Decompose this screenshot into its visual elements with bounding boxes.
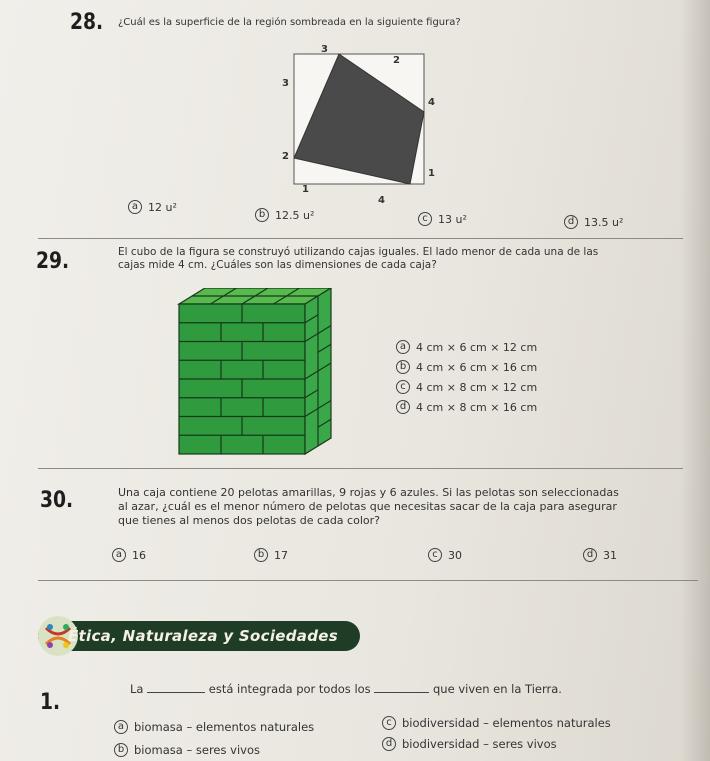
option-b-bubble: b [255, 208, 269, 222]
option-d-bubble: d [396, 400, 410, 414]
q28-option-d[interactable] [564, 215, 623, 229]
question-29-line2: cajas mide 4 cm. ¿Cuáles son las dimensiones de cada caja? [118, 259, 437, 271]
question-28-number: 28. [70, 10, 104, 35]
q1-option-c-text: biodiversidad – elementos naturales [402, 716, 611, 730]
q1-option-c[interactable] [382, 716, 611, 730]
q28-option-a[interactable] [128, 200, 177, 214]
section-title: Ética, Naturaleza y Sociedades [68, 627, 338, 645]
option-a-bubble: a [128, 200, 142, 214]
cube-figure [175, 288, 355, 460]
question-30-line3: que tienes al menos dos pelotas de cada color? [118, 514, 380, 527]
question-29-line1: El cubo de la figura se construyó utilizando cajas iguales. El lado menor de cada una de las [118, 246, 599, 258]
question-1-part1: La [130, 682, 144, 696]
q29-option-c-text: 4 cm × 8 cm × 12 cm [416, 380, 538, 394]
q30-option-b[interactable] [254, 548, 288, 562]
option-b-bubble: b [254, 548, 268, 562]
option-d-bubble: d [564, 215, 578, 229]
q29-option-c[interactable] [396, 380, 537, 394]
q1-option-d[interactable] [382, 737, 557, 751]
option-b-bubble: b [114, 743, 128, 757]
q29-option-b[interactable] [396, 360, 537, 374]
question-30-line2: al azar, ¿cuál es el menor número de pelotas que necesitas sacar de la caja para asegurar [118, 500, 617, 513]
divider-29-30 [38, 468, 683, 469]
figure-label-bottom-right: 4 [378, 195, 385, 206]
q1-option-d-text: biodiversidad – seres vivos [402, 737, 557, 751]
option-c-bubble: c [428, 548, 442, 562]
q29-option-a[interactable] [396, 340, 537, 354]
q30-option-c[interactable] [428, 548, 462, 562]
q29-option-d[interactable] [396, 400, 537, 414]
figure-label-left-top: 3 [282, 78, 289, 89]
q28-option-c[interactable] [418, 212, 467, 226]
question-28-text: ¿Cuál es la superficie de la región sombreada en la siguiente figura? [118, 17, 461, 28]
divider-28-29 [38, 238, 683, 239]
option-c-bubble: c [382, 716, 396, 730]
answer-blank-2[interactable] [374, 682, 429, 693]
q1-option-a-text: biomasa – elementos naturales [134, 720, 315, 734]
page-shadow [680, 0, 710, 761]
question-1-text [130, 682, 690, 697]
option-a-bubble: a [114, 720, 128, 734]
option-c-bubble: c [396, 380, 410, 394]
figure-label-right-top: 4 [428, 97, 435, 108]
q29-option-d-text: 4 cm × 8 cm × 16 cm [416, 400, 538, 414]
q30-option-d[interactable] [583, 548, 617, 562]
q29-option-a-text: 4 cm × 6 cm × 12 cm [416, 340, 538, 354]
figure-label-top-right: 2 [393, 55, 400, 66]
q29-option-b-text: 4 cm × 6 cm × 16 cm [416, 360, 538, 374]
q30-option-b-text: 17 [274, 548, 288, 562]
q30-option-d-text: 31 [603, 548, 617, 562]
q1-option-b-text: biomasa – seres vivos [134, 743, 260, 757]
figure-label-bottom-left: 1 [302, 184, 309, 195]
question-1-part3: que viven en la Tierra. [433, 682, 562, 696]
q1-option-a[interactable] [114, 720, 314, 734]
question-30-line1: Una caja contiene 20 pelotas amarillas, 9 rojas y 6 azules. Si las pelotas son seleccionadas [118, 486, 619, 499]
q28-option-a-text: 12 u² [148, 200, 177, 214]
option-a-bubble: a [396, 340, 410, 354]
q28-option-c-text: 13 u² [438, 212, 467, 226]
q28-option-b[interactable] [255, 208, 314, 222]
q28-option-d-text: 13.5 u² [584, 215, 624, 229]
q28-option-b-text: 12.5 u² [275, 208, 315, 222]
q30-option-a[interactable] [112, 548, 146, 562]
option-d-bubble: d [382, 737, 396, 751]
question-1-number: 1. [40, 690, 61, 715]
question-1-part2: está integrada por todos los [208, 682, 371, 696]
cube-front-face [179, 304, 305, 454]
answer-blank-1[interactable] [147, 682, 205, 693]
option-c-bubble: c [418, 212, 432, 226]
option-b-bubble: b [396, 360, 410, 374]
q30-option-a-text: 16 [132, 548, 146, 562]
option-a-bubble: a [112, 548, 126, 562]
question-30-number: 30. [40, 488, 74, 513]
figure-label-left-bottom: 2 [282, 151, 289, 162]
figure-label-right-bottom: 1 [428, 168, 435, 179]
cube-side-face [305, 288, 331, 454]
q30-option-c-text: 30 [448, 548, 462, 562]
question-29-number: 29. [36, 249, 70, 274]
figure-label-top-left: 3 [321, 44, 328, 55]
divider-30-section [38, 580, 698, 581]
option-d-bubble: d [583, 548, 597, 562]
q1-option-b[interactable] [114, 743, 260, 757]
